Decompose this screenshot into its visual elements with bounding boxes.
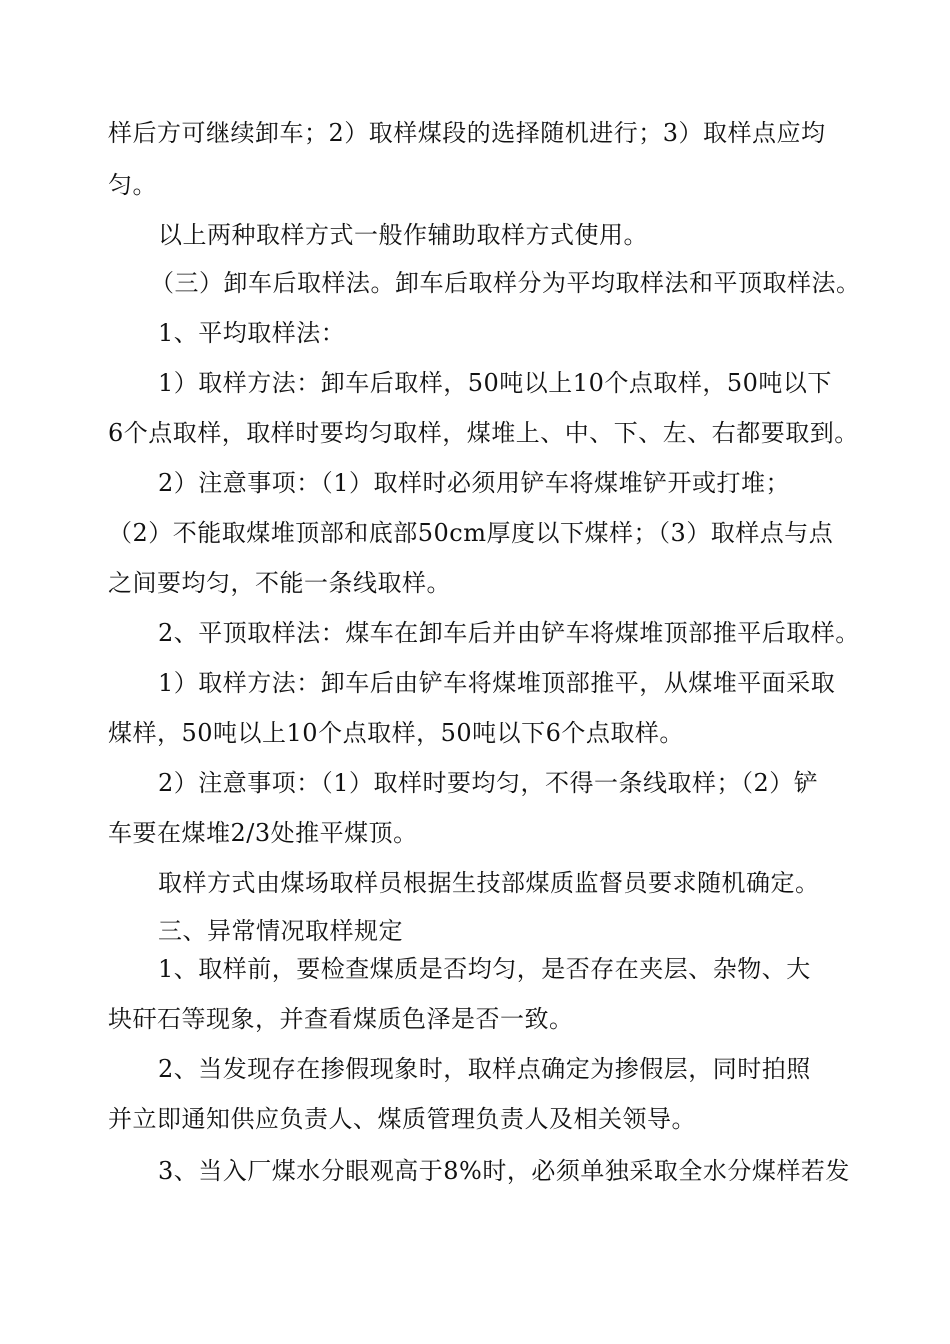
paragraph-line: 2）注意事项：（1）取样时要均匀，不得一条线取样；（2）铲	[158, 769, 819, 797]
paragraph-line: 1）取样方法：卸车后由铲车将煤堆顶部推平，从煤堆平面采取	[158, 669, 836, 697]
paragraph-line: 取样方式由煤场取样员根据生技部煤质监督员要求随机确定。	[158, 869, 820, 897]
paragraph-line: 1、取样前，要检查煤质是否均匀，是否存在夹层、杂物、大	[158, 955, 811, 983]
section-heading: 三、异常情况取样规定	[158, 917, 403, 945]
paragraph-line: 以上两种取样方式一般作辅助取样方式使用。	[158, 221, 648, 249]
paragraph-line: 煤样，50吨以上10个点取样，50吨以下6个点取样。	[108, 719, 684, 747]
paragraph-line: 1）取样方法：卸车后取样，50吨以上10个点取样，50吨以下	[158, 369, 832, 397]
paragraph-line: 匀。	[108, 171, 157, 199]
subsection-heading: 2、平顶取样法：煤车在卸车后并由铲车将煤堆顶部推平后取样。	[158, 619, 860, 647]
paragraph-line: 2、当发现存在掺假现象时，取样点确定为掺假层，同时拍照	[158, 1055, 811, 1083]
paragraph-line: 并立即通知供应负责人、煤质管理负责人及相关领导。	[108, 1105, 696, 1133]
paragraph-line: 2）注意事项：（1）取样时必须用铲车将煤堆铲开或打堆；	[158, 469, 791, 497]
paragraph-line: 块矸石等现象，并查看煤质色泽是否一致。	[108, 1005, 574, 1033]
paragraph-line: 之间要均匀，不能一条线取样。	[108, 569, 451, 597]
paragraph-line: 3、当入厂煤水分眼观高于8%时，必须单独采取全水分煤样若发	[158, 1157, 850, 1185]
section-heading: （三）卸车后取样法。卸车后取样分为平均取样法和平顶取样法。	[150, 269, 861, 297]
subsection-heading: 1、平均取样法：	[158, 319, 346, 347]
paragraph-line: 6个点取样，取样时要均匀取样，煤堆上、中、下、左、右都要取到。	[108, 419, 859, 447]
paragraph-line: 车要在煤堆2/3处推平煤顶。	[108, 819, 418, 847]
paragraph-line: 样后方可继续卸车；2）取样煤段的选择随机进行；3）取样点应均	[108, 119, 826, 147]
paragraph-line: （2）不能取煤堆顶部和底部50cm厚度以下煤样；（3）取样点与点	[108, 519, 834, 547]
